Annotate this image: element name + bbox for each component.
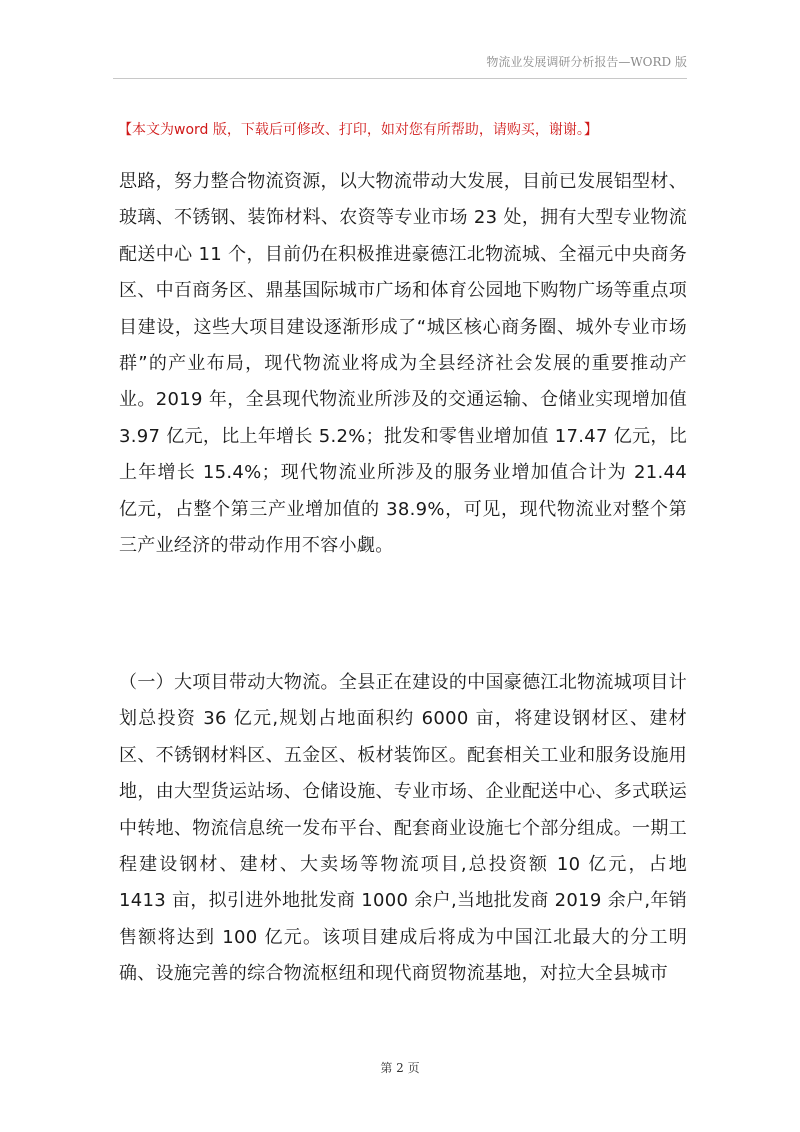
page-header — [113, 52, 687, 79]
page-number: 第 2 页 — [380, 1061, 420, 1075]
download-notice: 【本文为word 版，下载后可修改、打印，如对您有所帮助，请购买，谢谢。】 — [118, 122, 598, 138]
body-paragraph-1: 思路，努力整合物流资源，以大物流带动大发展，目前已发展铝型材、玻璃、不锈钢、装饰材料、农资等专业市场 23 处，拥有大型专业物流配送中心 11 个，目前仍在积极推进豪德江北物流城、全福元中央商务区、中百商务区、鼎基国际城市广场和体育公园地下购物广场等重点项目建设，这些大项目建设逐渐形成了“城区核心商务圈、城外专业市场群”的产业布局，现代物流业将成为全县经济社会发展的重要推动产业。2019 年，全县现代物流业所涉及的交通运输、仓储业实现增加值 3.97 亿元，比上年增长 5.2%；批发和零售业增加值 17.47 亿元，比上年增长 15.4%；现代物流业所涉及的服务业增加值合计为 21.44 亿元，占整个第三产业增加值的 38.9%，可见，现代物流业对整个第三产业经济的带动作用不容小觑。 — [119, 171, 687, 557]
body-paragraph-2: （一）大项目带动大物流。全县正在建设的中国豪德江北物流城项目计划总投资 36 亿元,规划占地面积约 6000 亩，将建设钢材区、建材区、不锈钢材料区、五金区、板材装饰区。配套相关工业和服务设施用地，由大型货运站场、仓储设施、专业市场、企业配送中心、多式联运中转地、物流信息统一发布平台、配套商业设施七个部分组成。一期工程建设钢材、建材、大卖场等物流项目,总投资额 10 亿元，占地 1413 亩，拟引进外地批发商 1000 余户,当地批发商 2019 余户,年销售额将达到 100 亿元。该项目建成后将成为中国江北最大的分工明确、设施完善的综合物流枢纽和现代商贸物流基地，对拉大全县城市 — [119, 672, 687, 985]
header-title: 物流业发展调研分析报告—WORD 版 — [486, 55, 687, 69]
